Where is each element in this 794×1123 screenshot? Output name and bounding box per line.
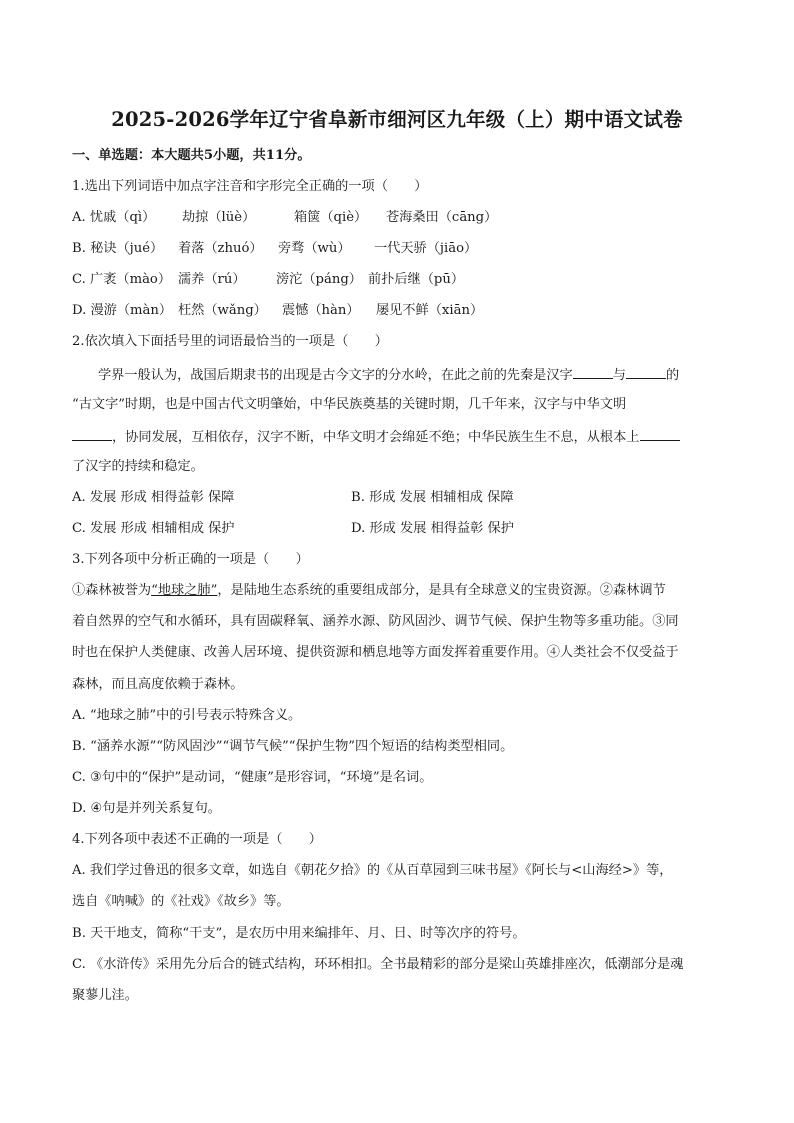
q2-passage-line-3 [72, 426, 680, 448]
q2-passage-text: 与 [612, 368, 626, 383]
q3-passage-line-1 [72, 581, 666, 601]
q4-option-c-line-2: 聚蓼儿洼。 [72, 988, 138, 1003]
q2-option-c: C. 发展 形成 相辅相成 保护 [72, 521, 235, 536]
q2-blank-2 [626, 364, 666, 379]
q3-passage-line-4: 森林，而且高度依赖于森林。 [72, 677, 244, 692]
question-1-stem: 1.选出下列词语中加点字注音和字形完全正确的一项（ ） [72, 179, 428, 194]
q1-option-b [72, 239, 477, 259]
q3-underlined-term: “地球之肺” [151, 583, 218, 598]
q4-option-b: B. 天干地支，简称“干支”，是农历中用来编排年、月、日、时等次序的符号。 [72, 926, 526, 941]
q1-d-word3: 震憾（hàn） [282, 303, 360, 318]
q3-passage-line-3: 时也在保护人类健康、改善人居环境、提供资源和栖息地等方面发挥着重要作用。④人类社会不仅受益于 [72, 645, 679, 660]
q1-a-word2: 劫掠（lüè） [182, 210, 256, 225]
q2-passage-line-2: “古文字”时期，也是中国古代文明肇始，中华民族奠基的关键时期，几千年来，汉字与中华文明 [72, 397, 627, 412]
q1-b-word4: 一代天骄（jiāo） [374, 241, 478, 256]
q1-a-word3: 箱箧（qiè） [294, 210, 368, 225]
q4-option-a-line-2: 选自《呐喊》的《社戏》《故乡》等。 [72, 894, 290, 909]
question-3-stem: 3.下列各项中分析正确的一项是（ ） [72, 552, 309, 567]
q1-d-word4: 屡见不鲜（xiān） [376, 303, 484, 318]
q2-passage-text: ，协同发展，互相依存，汉字不断，中华文明才会绵延不绝；中华民族生生不息，从根本上 [112, 430, 640, 445]
section-header: 一、单选题：本大题共5小题，共11分。 [72, 148, 311, 163]
q2-passage-text: 学界一般认为，战国后期隶书的出现是古今文字的分水岭，在此之前的先秦是汉字 [98, 368, 573, 383]
page-title: 2025-2026学年辽宁省阜新市细河区九年级（上）期中语文试卷 [111, 108, 683, 131]
q3-option-d: D. ④句是并列关系复句。 [72, 801, 221, 816]
q1-option-a [72, 208, 497, 228]
q1-c-word3: 滂沱（páng） [276, 272, 362, 287]
q1-b-word2: 着落（zhuó） [178, 241, 263, 256]
q3-option-b: B. “涵养水源”“防风固沙”“调节气候”“保护生物”四个短语的结构类型相同。 [72, 739, 514, 754]
q4-option-a-line-1: A. 我们学过鲁迅的很多文章，如选自《朝花夕拾》的《从百草园到三味书屋》《阿长与<山海经>》等， [72, 863, 673, 878]
q1-c-word2: 濡养（rú） [178, 272, 246, 287]
q2-blank-3 [72, 426, 112, 441]
q1-a-word1: A. 忧戚（qì） [72, 210, 156, 225]
q3-passage-line-2: 着自然界的空气和水循环，具有固碳释氧、涵养水源、防风固沙、调节气候、保护生物等多重功能。③同 [72, 614, 679, 629]
q1-d-word1: D. 漫游（màn） [72, 303, 173, 318]
q2-passage-line-1 [98, 364, 679, 386]
q1-b-word3: 旁骛（wù） [278, 241, 351, 256]
q2-option-b: B. 形成 发展 相辅相成 保障 [351, 490, 514, 505]
q1-c-word1: C. 广袤（mào） [72, 272, 172, 287]
q1-d-word2: 枉然（wǎng） [178, 303, 267, 318]
q3-option-a: A. “地球之肺”中的引号表示特殊含义。 [72, 708, 302, 723]
q3-passage-text: ，是陆地生态系统的重要组成部分，是具有全球意义的宝贵资源。②森林调节 [217, 583, 666, 598]
q3-option-c: C. ③句中的“保护”是动词，“健康”是形容词，“环境”是名词。 [72, 770, 433, 785]
q1-b-word1: B. 秘诀（jué） [72, 241, 164, 256]
q1-option-d [72, 301, 483, 321]
q1-c-word4: 前扑后继（pū） [368, 272, 465, 287]
q2-passage-line-4: 了汉字的持续和稳定。 [72, 459, 204, 474]
q1-a-word4: 苍海桑田（cāng） [386, 210, 498, 225]
q2-passage-text: 的 [665, 368, 680, 383]
q2-blank-1 [573, 364, 613, 379]
q4-option-c-line-1: C. 《水浒传》采用先分后合的链式结构，环环相扣。全书最精彩的部分是梁山英雄排座次，低潮部分是魂 [72, 957, 684, 972]
q3-passage-text: ①森林被誉为 [72, 583, 152, 598]
q2-option-d: D. 形成 发展 相得益彰 保护 [351, 521, 514, 536]
q1-option-c [72, 270, 464, 290]
question-4-stem: 4.下列各项中表述不正确的一项是（ ） [72, 832, 322, 847]
question-2-stem: 2.依次填入下面括号里的词语最恰当的一项是（ ） [72, 334, 388, 349]
q2-option-a: A. 发展 形成 相得益彰 保障 [72, 490, 235, 505]
q2-blank-4 [640, 426, 680, 441]
